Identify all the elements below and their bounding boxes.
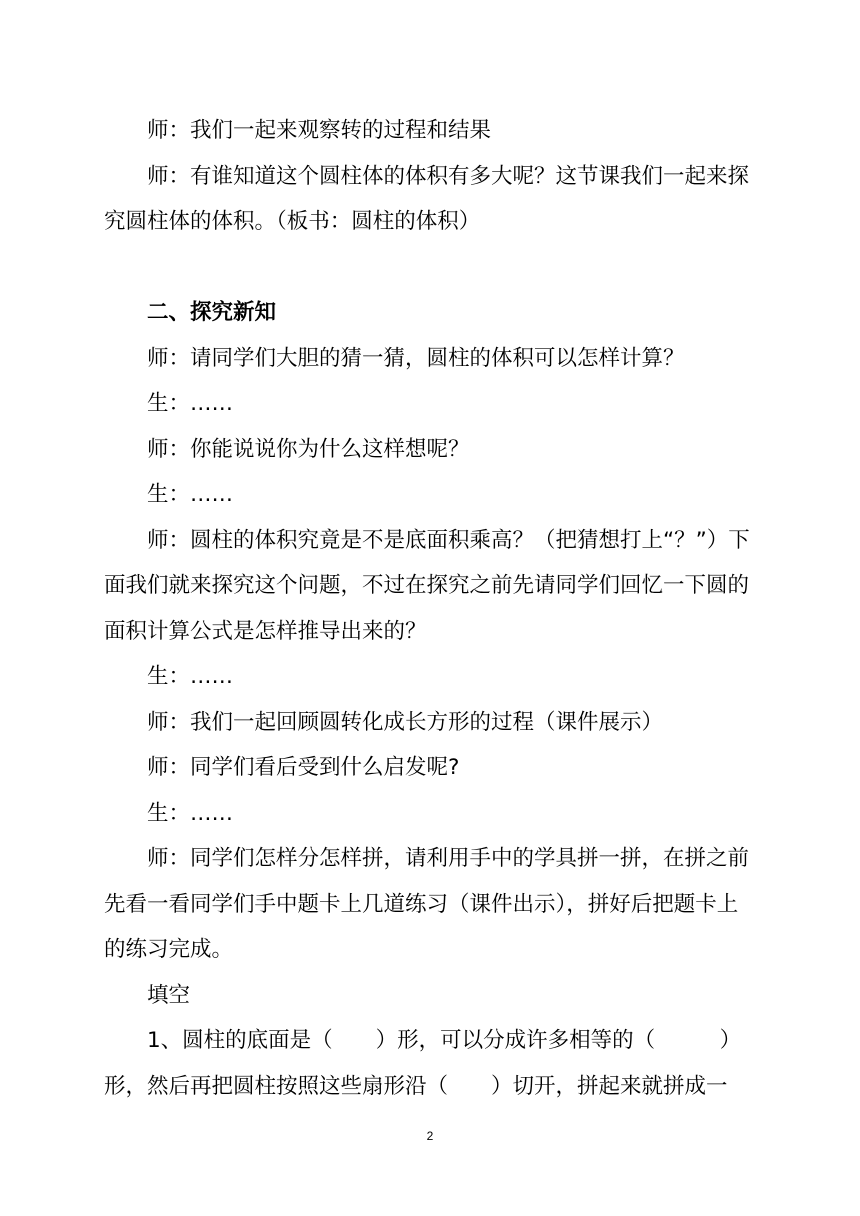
paragraph-student-reply: 生：……: [147, 391, 234, 416]
paragraph-fill-blank-title: 填空: [147, 982, 191, 1008]
paragraph-exercise-1: 1、圆柱的底面是（ ）形，可以分成许多相等的（ ）形，然后再把圆柱按照这些扇形沿（ ）切开，拼起来就拼成一: [104, 1028, 742, 1099]
paragraph-student-reply: 生：……: [147, 800, 234, 826]
blank-line: [104, 245, 756, 291]
paragraph-observe-rotation: 师：我们一起来观察转的过程和结果: [147, 118, 492, 143]
paragraph-why: 师：你能说说你为什么这样想呢？: [147, 436, 470, 462]
paragraph-student-reply: 生：……: [147, 482, 234, 507]
paragraph-inspiration: 师：同学们看后受到什么启发呢?: [147, 755, 460, 780]
section-heading: 二、探究新知: [147, 300, 277, 325]
paragraph-assemble: 师：同学们怎样分怎样拼，请利用手中的学具拼一拼，在拼之前先看一看同学们手中题卡上几道练习（课件出示），拼好后把题卡上的练习完成。: [104, 846, 750, 962]
paragraph-base-times-height: 师：圆柱的体积究竟是不是底面积乘高？（把猜想打上“？”）下面我们就来探究这个问题，不过在探究之前先请同学们回忆一下圆的面积计算公式是怎样推导出来的？: [104, 527, 750, 644]
paragraph-review-circle: 师：我们一起回顾圆转化成长方形的过程（课件展示）: [147, 709, 664, 735]
page-number: 2: [426, 1129, 434, 1143]
paragraph-guess: 师：请同学们大胆的猜一猜，圆柱的体积可以怎样计算？: [147, 345, 685, 371]
paragraph-volume-question: 师：有谁知道这个圆柱体的体积有多大呢？这节课我们一起来探究圆柱体的体积。（板书：圆柱的体积）: [104, 163, 750, 234]
body-text: [104, 108, 756, 1109]
paragraph-student-reply: 生：……: [147, 664, 234, 689]
